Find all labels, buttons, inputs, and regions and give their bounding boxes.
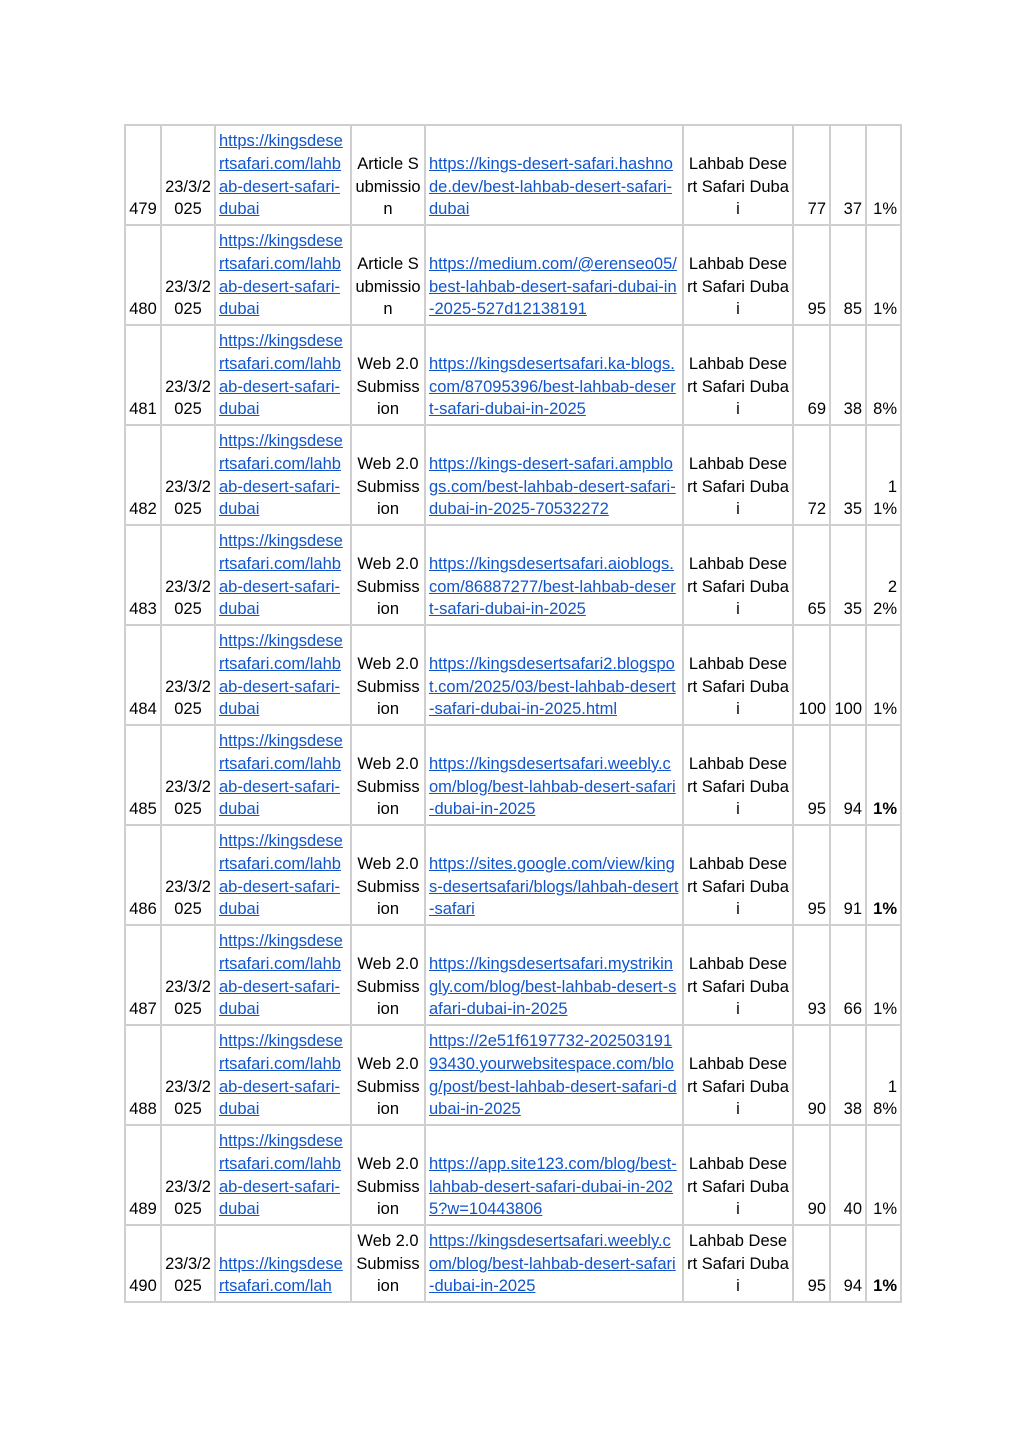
spam-score-text: 1%	[873, 1000, 897, 1019]
live-url-link[interactable]: https://app.site123.com/blog/best-lahbab-desert-safari-dubai-in-2025?w=10443806	[429, 1154, 677, 1219]
date-text: 23/3/2025	[165, 377, 211, 419]
da-cell	[793, 425, 830, 525]
keyword-text: Lahbab Desert Safari Dubai	[687, 1154, 789, 1219]
category-cell	[351, 1125, 425, 1225]
table-row	[125, 125, 901, 225]
live-url-link[interactable]: https://medium.com/@erenseo05/best-lahbab-desert-safari-dubai-in-2025-527d12138191	[429, 254, 677, 319]
keyword-text: Lahbab Desert Safari Dubai	[687, 754, 789, 819]
table-row	[125, 425, 901, 525]
live-url-link[interactable]: https://2e51f6197732-20250319193430.yourwebsitespace.com/blog/post/best-lahbab-desert-safari-dubai-in-2025	[429, 1032, 677, 1119]
table-row	[125, 525, 901, 625]
spam-score-cell	[866, 725, 901, 825]
keyword-cell	[683, 825, 793, 925]
da-text: 95	[807, 1277, 826, 1296]
spam-score-cell	[866, 325, 901, 425]
row-number-text: 488	[129, 1100, 157, 1119]
pa-cell	[830, 825, 866, 925]
category-text: Web 2.0 Submission	[356, 1154, 420, 1219]
date-cell	[161, 725, 215, 825]
spam-score-text: 8%	[873, 400, 897, 419]
spam-score-text: 1%	[873, 700, 897, 719]
pa-text: 38	[843, 1100, 862, 1119]
live-url-cell	[425, 725, 683, 825]
row-number-text: 481	[129, 400, 157, 419]
target-url-cell	[215, 325, 351, 425]
spam-score-cell	[866, 825, 901, 925]
row-number-cell	[125, 925, 161, 1025]
keyword-text: Lahbab Desert Safari Dubai	[687, 654, 789, 719]
table-row	[125, 225, 901, 325]
pa-text: 37	[843, 200, 862, 219]
target-url-cell	[215, 925, 351, 1025]
keyword-text: Lahbab Desert Safari Dubai	[687, 854, 789, 919]
pa-cell	[830, 225, 866, 325]
category-cell	[351, 725, 425, 825]
spam-score-cell	[866, 1025, 901, 1125]
da-cell	[793, 325, 830, 425]
pa-cell	[830, 625, 866, 725]
keyword-text: Lahbab Desert Safari Dubai	[687, 1054, 789, 1119]
target-url-cell	[215, 1025, 351, 1125]
date-cell	[161, 325, 215, 425]
row-number-text: 490	[129, 1277, 157, 1296]
target-url-cell	[215, 525, 351, 625]
target-url-cell	[215, 225, 351, 325]
category-cell	[351, 625, 425, 725]
keyword-cell	[683, 425, 793, 525]
da-text: 95	[807, 300, 826, 319]
category-cell	[351, 925, 425, 1025]
da-cell	[793, 125, 830, 225]
pa-text: 94	[843, 800, 862, 819]
category-cell	[351, 1025, 425, 1125]
table-row	[125, 825, 901, 925]
row-number-text: 489	[129, 1200, 157, 1219]
da-text: 93	[807, 1000, 826, 1019]
pa-text: 40	[843, 1200, 862, 1219]
target-url-cell	[215, 125, 351, 225]
row-number-text: 483	[129, 600, 157, 619]
table-row	[125, 925, 901, 1025]
date-cell	[161, 625, 215, 725]
live-url-link[interactable]: https://kingsdesertsafari.weebly.com/blog/best-lahbab-desert-safari-dubai-in-2025	[429, 1231, 676, 1296]
da-text: 95	[807, 800, 826, 819]
spam-score-cell	[866, 625, 901, 725]
pa-cell	[830, 725, 866, 825]
date-cell	[161, 1125, 215, 1225]
spam-score-text: 22%	[873, 577, 897, 619]
pa-text: 35	[843, 500, 862, 519]
date-text: 23/3/2025	[165, 877, 211, 919]
target-url-link[interactable]: https://kingsdesertsafari.com/lahbab-desert-safari-dubai	[219, 432, 343, 519]
row-number-cell	[125, 1025, 161, 1125]
pa-cell	[830, 1225, 866, 1302]
pa-cell	[830, 1025, 866, 1125]
spam-score-text: 1%	[873, 800, 897, 819]
da-cell	[793, 1025, 830, 1125]
category-text: Article Submission	[355, 154, 421, 219]
pa-cell	[830, 925, 866, 1025]
backlink-table	[124, 124, 902, 1303]
category-cell	[351, 125, 425, 225]
row-number-text: 485	[129, 800, 157, 819]
target-url-link[interactable]: https://kingsdesertsafari.com/lahbab-desert-safari-dubai	[219, 732, 343, 819]
live-url-cell	[425, 1125, 683, 1225]
row-number-text: 484	[129, 700, 157, 719]
category-text: Web 2.0 Submission	[356, 954, 420, 1019]
keyword-cell	[683, 1025, 793, 1125]
date-text: 23/3/2025	[165, 477, 211, 519]
table-body	[125, 125, 901, 1302]
target-url-cell	[215, 1125, 351, 1225]
row-number-cell	[125, 225, 161, 325]
row-number-cell	[125, 1225, 161, 1302]
keyword-text: Lahbab Desert Safari Dubai	[687, 354, 789, 419]
spam-score-cell	[866, 525, 901, 625]
date-cell	[161, 1025, 215, 1125]
target-url-cell	[215, 425, 351, 525]
spam-score-text: 1%	[873, 300, 897, 319]
row-number-cell	[125, 525, 161, 625]
category-cell	[351, 1225, 425, 1302]
category-text: Article Submission	[355, 254, 421, 319]
da-cell	[793, 825, 830, 925]
row-number-text: 486	[129, 900, 157, 919]
date-cell	[161, 1225, 215, 1302]
da-cell	[793, 1225, 830, 1302]
keyword-text: Lahbab Desert Safari Dubai	[687, 454, 789, 519]
keyword-cell	[683, 1225, 793, 1302]
category-text: Web 2.0 Submission	[356, 754, 420, 819]
keyword-cell	[683, 925, 793, 1025]
table-row	[125, 1025, 901, 1125]
da-text: 77	[807, 200, 826, 219]
spam-score-cell	[866, 125, 901, 225]
da-text: 100	[798, 700, 826, 719]
live-url-cell	[425, 1025, 683, 1125]
da-cell	[793, 625, 830, 725]
row-number-cell	[125, 425, 161, 525]
category-text: Web 2.0 Submission	[356, 354, 420, 419]
live-url-link[interactable]: https://kings-desert-safari.hashnode.dev/best-lahbab-desert-safari-dubai	[429, 154, 673, 219]
row-number-cell	[125, 825, 161, 925]
pa-text: 66	[843, 1000, 862, 1019]
target-url-cell	[215, 725, 351, 825]
category-text: Web 2.0 Submission	[356, 1231, 420, 1296]
pa-text: 94	[843, 1277, 862, 1296]
keyword-cell	[683, 325, 793, 425]
spam-score-cell	[866, 425, 901, 525]
target-url-link[interactable]: https://kingsdesertsafari.com/lahbab-desert-safari-dubai	[219, 632, 343, 719]
live-url-link[interactable]: https://sites.google.com/view/kings-desertsafari/blogs/lahbah-desert-safari	[429, 854, 679, 919]
da-text: 90	[807, 1100, 826, 1119]
date-cell	[161, 225, 215, 325]
table-row	[125, 625, 901, 725]
category-text: Web 2.0 Submission	[356, 854, 420, 919]
pa-text: 91	[843, 900, 862, 919]
keyword-text: Lahbab Desert Safari Dubai	[687, 254, 789, 319]
keyword-cell	[683, 725, 793, 825]
row-number-text: 487	[129, 1000, 157, 1019]
date-text: 23/3/2025	[165, 177, 211, 219]
table-row	[125, 1225, 901, 1302]
pa-cell	[830, 425, 866, 525]
live-url-link[interactable]: https://kingsdesertsafari.weebly.com/blog/best-lahbab-desert-safari-dubai-in-2025	[429, 754, 676, 819]
da-text: 72	[807, 500, 826, 519]
live-url-link[interactable]: https://kingsdesertsafari2.blogspot.com/2025/03/best-lahbab-desert-safari-dubai-in-2025.html	[429, 654, 676, 719]
row-number-text: 479	[129, 200, 157, 219]
date-text: 23/3/2025	[165, 777, 211, 819]
target-url-link[interactable]: https://kingsdesertsafari.com/lahbab-desert-safari-dubai	[219, 132, 343, 219]
target-url-cell	[215, 825, 351, 925]
pa-cell	[830, 325, 866, 425]
row-number-cell	[125, 625, 161, 725]
live-url-cell	[425, 625, 683, 725]
keyword-text: Lahbab Desert Safari Dubai	[687, 954, 789, 1019]
target-url-link[interactable]: https://kingsdesertsafari.com/lahbab-desert-safari-dubai	[219, 532, 343, 619]
category-cell	[351, 425, 425, 525]
keyword-cell	[683, 1125, 793, 1225]
pa-cell	[830, 1125, 866, 1225]
da-text: 65	[807, 600, 826, 619]
pa-cell	[830, 525, 866, 625]
keyword-text: Lahbab Desert Safari Dubai	[687, 1231, 789, 1296]
da-text: 69	[807, 400, 826, 419]
da-cell	[793, 525, 830, 625]
category-text: Web 2.0 Submission	[356, 454, 420, 519]
target-url-link[interactable]: https://kingsdesertsafari.com/lahbab-desert-safari-dubai	[219, 232, 343, 319]
target-url-link[interactable]: https://kingsdesertsafari.com/lahbab-desert-safari-dubai	[219, 932, 343, 1019]
date-cell	[161, 925, 215, 1025]
live-url-cell	[425, 925, 683, 1025]
spam-score-text: 1%	[873, 1200, 897, 1219]
pa-text: 38	[843, 400, 862, 419]
date-cell	[161, 825, 215, 925]
date-text: 23/3/2025	[165, 1177, 211, 1219]
pa-text: 85	[843, 300, 862, 319]
live-url-link[interactable]: https://kings-desert-safari.ampblogs.com/best-lahbab-desert-safari-dubai-in-2025-70532272	[429, 454, 676, 519]
row-number-cell	[125, 1125, 161, 1225]
da-text: 95	[807, 900, 826, 919]
spam-score-cell	[866, 225, 901, 325]
da-cell	[793, 925, 830, 1025]
row-number-text: 482	[129, 500, 157, 519]
category-text: Web 2.0 Submission	[356, 554, 420, 619]
live-url-link[interactable]: https://kingsdesertsafari.ka-blogs.com/87095396/best-lahbab-desert-safari-dubai-in-2025	[429, 354, 676, 419]
date-text: 23/3/2025	[165, 277, 211, 319]
category-cell	[351, 225, 425, 325]
live-url-cell	[425, 125, 683, 225]
date-text: 23/3/2025	[165, 977, 211, 1019]
spam-score-text: 1%	[873, 200, 897, 219]
date-cell	[161, 525, 215, 625]
table-row	[125, 1125, 901, 1225]
date-text: 23/3/2025	[165, 1077, 211, 1119]
pa-text: 100	[834, 700, 862, 719]
target-url-link[interactable]: https://kingsdesertsafari.com/lahbab-desert-safari-dubai	[219, 832, 343, 919]
live-url-cell	[425, 425, 683, 525]
keyword-cell	[683, 525, 793, 625]
keyword-cell	[683, 625, 793, 725]
target-url-link[interactable]: https://kingsdesertsafari.com/lahbab-desert-safari-dubai	[219, 1132, 343, 1219]
da-cell	[793, 1125, 830, 1225]
spam-score-text: 1%	[873, 900, 897, 919]
da-cell	[793, 225, 830, 325]
da-text: 90	[807, 1200, 826, 1219]
table-row	[125, 725, 901, 825]
row-number-cell	[125, 725, 161, 825]
keyword-cell	[683, 125, 793, 225]
live-url-cell	[425, 525, 683, 625]
category-cell	[351, 825, 425, 925]
table-row	[125, 325, 901, 425]
spam-score-cell	[866, 1225, 901, 1302]
row-number-text: 480	[129, 300, 157, 319]
date-text: 23/3/2025	[165, 677, 211, 719]
pa-text: 35	[843, 600, 862, 619]
row-number-cell	[125, 125, 161, 225]
date-text: 23/3/2025	[165, 577, 211, 619]
keyword-cell	[683, 225, 793, 325]
keyword-text: Lahbab Desert Safari Dubai	[687, 154, 789, 219]
spam-score-cell	[866, 1125, 901, 1225]
row-number-cell	[125, 325, 161, 425]
date-cell	[161, 425, 215, 525]
spam-score-text: 1%	[873, 1277, 897, 1296]
live-url-link[interactable]: https://kingsdesertsafari.mystrikingly.com/blog/best-lahbab-desert-safari-dubai-in-2025	[429, 954, 677, 1019]
live-url-cell	[425, 1225, 683, 1302]
target-url-cell	[215, 625, 351, 725]
target-url-link[interactable]: https://kingsdesertsafari.com/lahbab-desert-safari-dubai	[219, 1032, 343, 1119]
date-text: 23/3/2025	[165, 1254, 211, 1296]
live-url-cell	[425, 825, 683, 925]
spam-score-cell	[866, 925, 901, 1025]
target-url-link[interactable]: https://kingsdesertsafari.com/lahbab-desert-safari-dubai	[219, 332, 343, 419]
target-url-link[interactable]: https://kingsdesertsafari.com/lah	[219, 1254, 343, 1296]
pa-cell	[830, 125, 866, 225]
category-cell	[351, 525, 425, 625]
category-text: Web 2.0 Submission	[356, 654, 420, 719]
live-url-link[interactable]: https://kingsdesertsafari.aioblogs.com/86887277/best-lahbab-desert-safari-dubai-in-2025	[429, 554, 676, 619]
target-url-cell	[215, 1225, 351, 1302]
live-url-cell	[425, 225, 683, 325]
category-cell	[351, 325, 425, 425]
spam-score-text: 18%	[873, 1077, 897, 1119]
category-text: Web 2.0 Submission	[356, 1054, 420, 1119]
da-cell	[793, 725, 830, 825]
spam-score-text: 11%	[873, 477, 897, 519]
live-url-cell	[425, 325, 683, 425]
keyword-text: Lahbab Desert Safari Dubai	[687, 554, 789, 619]
date-cell	[161, 125, 215, 225]
